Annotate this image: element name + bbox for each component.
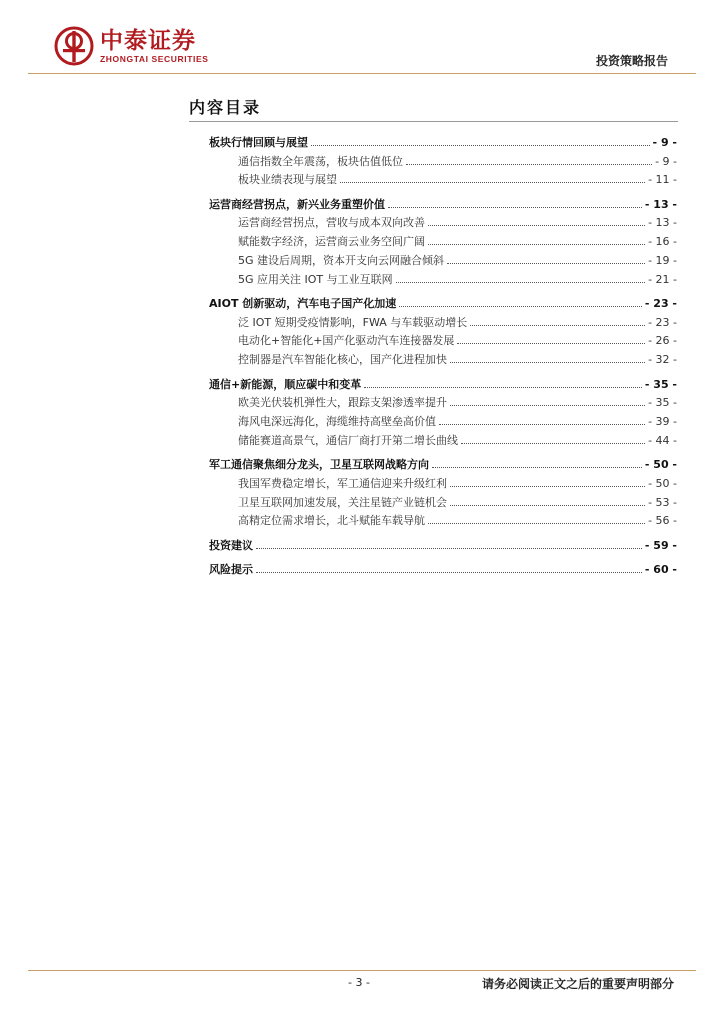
toc-title: 内容目录	[189, 98, 262, 117]
toc-dot-leader	[428, 243, 645, 245]
toc-entry-page: - 26 -	[648, 334, 677, 348]
toc-entry-label: 板块行情回顾与展望	[209, 135, 308, 149]
toc-dot-leader	[450, 504, 645, 506]
company-logo	[54, 26, 209, 66]
toc-entry-page: - 39 -	[648, 415, 677, 429]
toc-section-entry[interactable]	[209, 453, 677, 472]
toc-entry-label: 储能赛道高景气，通信厂商打开第二增长曲线	[238, 433, 458, 447]
toc-entry-page: - 35 -	[648, 396, 677, 410]
toc-dot-leader	[428, 522, 645, 524]
toc-section-entry[interactable]	[209, 373, 677, 392]
toc-dot-leader	[447, 262, 645, 264]
toc-subsection-entry[interactable]	[209, 249, 677, 268]
toc-dot-leader	[399, 305, 642, 307]
toc-entry-page: - 21 -	[648, 272, 677, 286]
toc-dot-leader	[432, 466, 642, 468]
toc-entry-page: - 53 -	[648, 495, 677, 509]
logo-chinese-name: 中泰证券	[100, 28, 196, 54]
toc-subsection-entry[interactable]	[209, 392, 677, 411]
toc-entry-label: 风险提示	[209, 563, 253, 577]
toc-subsection-entry[interactable]	[209, 472, 677, 491]
toc-subsection-entry[interactable]	[209, 268, 677, 287]
toc-entry-label: 投资建议	[209, 538, 253, 552]
toc-entry-label: 卫星互联网加速发展，关注星链产业链机会	[238, 495, 447, 509]
toc-dot-leader	[457, 342, 645, 344]
toc-entry-page: - 44 -	[648, 433, 677, 447]
toc-dot-leader	[439, 423, 645, 425]
toc-subsection-entry[interactable]	[209, 150, 677, 169]
toc-entry-page: - 60 -	[644, 563, 677, 577]
toc-dot-leader	[461, 442, 645, 444]
report-type-label: 投资策略报告	[595, 54, 668, 68]
toc-subsection-entry[interactable]	[209, 311, 677, 330]
toc-dot-leader	[450, 361, 645, 363]
toc-section-entry[interactable]	[209, 131, 677, 150]
toc-entry-label: 运营商经营拐点，营收与成本双向改善	[238, 216, 425, 230]
toc-dot-leader	[364, 386, 642, 388]
toc-entry-label: 赋能数字经济，运营商云业务空间广阔	[238, 235, 425, 249]
toc-dot-leader	[311, 144, 650, 146]
toc-dot-leader	[450, 404, 645, 406]
toc-dot-leader	[450, 485, 645, 487]
toc-entry-page: - 50 -	[644, 458, 677, 472]
toc-entry-label: 控制器是汽车智能化核心，国产化进程加快	[238, 353, 447, 367]
disclaimer-notice: 请务必阅读正文之后的重要声明部分	[481, 977, 674, 991]
toc-entry-label: 板块业绩表现与展望	[238, 173, 337, 187]
toc-entry-label: 海风电深远海化，海缆维持高壁垒高价值	[238, 415, 436, 429]
toc-dot-leader	[256, 547, 642, 549]
toc-entry-label: 电动化+智能化+国产化驱动汽车连接器发展	[238, 334, 455, 348]
toc-entry-page: - 23 -	[648, 315, 677, 329]
toc-entry-label: 通信+新能源，顺应碳中和变革	[209, 377, 362, 391]
zhongtai-logo-icon	[54, 26, 94, 66]
toc-dot-leader	[388, 206, 642, 208]
toc-entry-label: 运营商经营拐点，新兴业务重塑价值	[209, 197, 385, 211]
toc-entry-label: AIOT 创新驱动，汽车电子国产化加速	[209, 296, 397, 310]
toc-subsection-entry[interactable]	[209, 491, 677, 510]
toc-section-entry[interactable]	[209, 558, 677, 577]
toc-entry-page: - 32 -	[648, 353, 677, 367]
toc-dot-leader	[256, 571, 642, 573]
toc-dot-leader	[340, 181, 645, 183]
table-of-contents	[209, 131, 677, 577]
toc-entry-page: - 23 -	[644, 296, 677, 310]
toc-section-entry[interactable]	[209, 193, 677, 212]
toc-dot-leader	[428, 224, 645, 226]
footer-divider	[28, 970, 696, 971]
toc-dot-leader	[396, 281, 645, 283]
page-number: - 3 -	[348, 976, 370, 989]
toc-entry-page: - 11 -	[648, 173, 677, 187]
toc-entry-label: 通信指数全年震荡，板块估值低位	[238, 154, 403, 168]
toc-subsection-entry[interactable]	[209, 169, 677, 188]
toc-entry-page: - 9 -	[652, 135, 677, 149]
toc-entry-label: 高精定位需求增长，北斗赋能车载导航	[238, 514, 425, 528]
toc-title-divider	[189, 121, 678, 122]
toc-entry-page: - 59 -	[644, 538, 677, 552]
toc-subsection-entry[interactable]	[209, 330, 677, 349]
toc-entry-page: - 16 -	[648, 235, 677, 249]
toc-entry-page: - 19 -	[648, 253, 677, 267]
toc-entry-page: - 13 -	[648, 216, 677, 230]
logo-english-name: ZHONGTAI SECURITIES	[100, 54, 209, 64]
toc-entry-page: - 56 -	[648, 514, 677, 528]
toc-entry-label: 欧美光伏装机弹性大，跟踪支架渗透率提升	[238, 396, 447, 410]
toc-entry-label: 泛 IOT 短期受疫情影响，FWA 与车载驱动增长	[238, 315, 468, 329]
toc-entry-page: - 9 -	[655, 154, 677, 168]
toc-subsection-entry[interactable]	[209, 230, 677, 249]
toc-subsection-entry[interactable]	[209, 410, 677, 429]
toc-subsection-entry[interactable]	[209, 429, 677, 448]
toc-section-entry[interactable]	[209, 534, 677, 553]
toc-dot-leader	[470, 324, 645, 326]
toc-entry-page: - 13 -	[644, 197, 677, 211]
toc-dot-leader	[406, 163, 652, 165]
toc-entry-page: - 50 -	[648, 476, 677, 490]
toc-entry-page: - 35 -	[644, 377, 677, 391]
toc-subsection-entry[interactable]	[209, 510, 677, 529]
header-divider	[28, 73, 696, 74]
toc-subsection-entry[interactable]	[209, 348, 677, 367]
toc-entry-label: 我国军费稳定增长，军工通信迎来升级红利	[238, 476, 447, 490]
toc-subsection-entry[interactable]	[209, 212, 677, 231]
toc-entry-label: 军工通信聚焦细分龙头，卫星互联网战略方向	[209, 458, 429, 472]
toc-section-entry[interactable]	[209, 292, 677, 311]
toc-entry-label: 5G 建设后周期，资本开支向云网融合倾斜	[238, 253, 445, 267]
toc-entry-label: 5G 应用关注 IOT 与工业互联网	[238, 272, 393, 286]
